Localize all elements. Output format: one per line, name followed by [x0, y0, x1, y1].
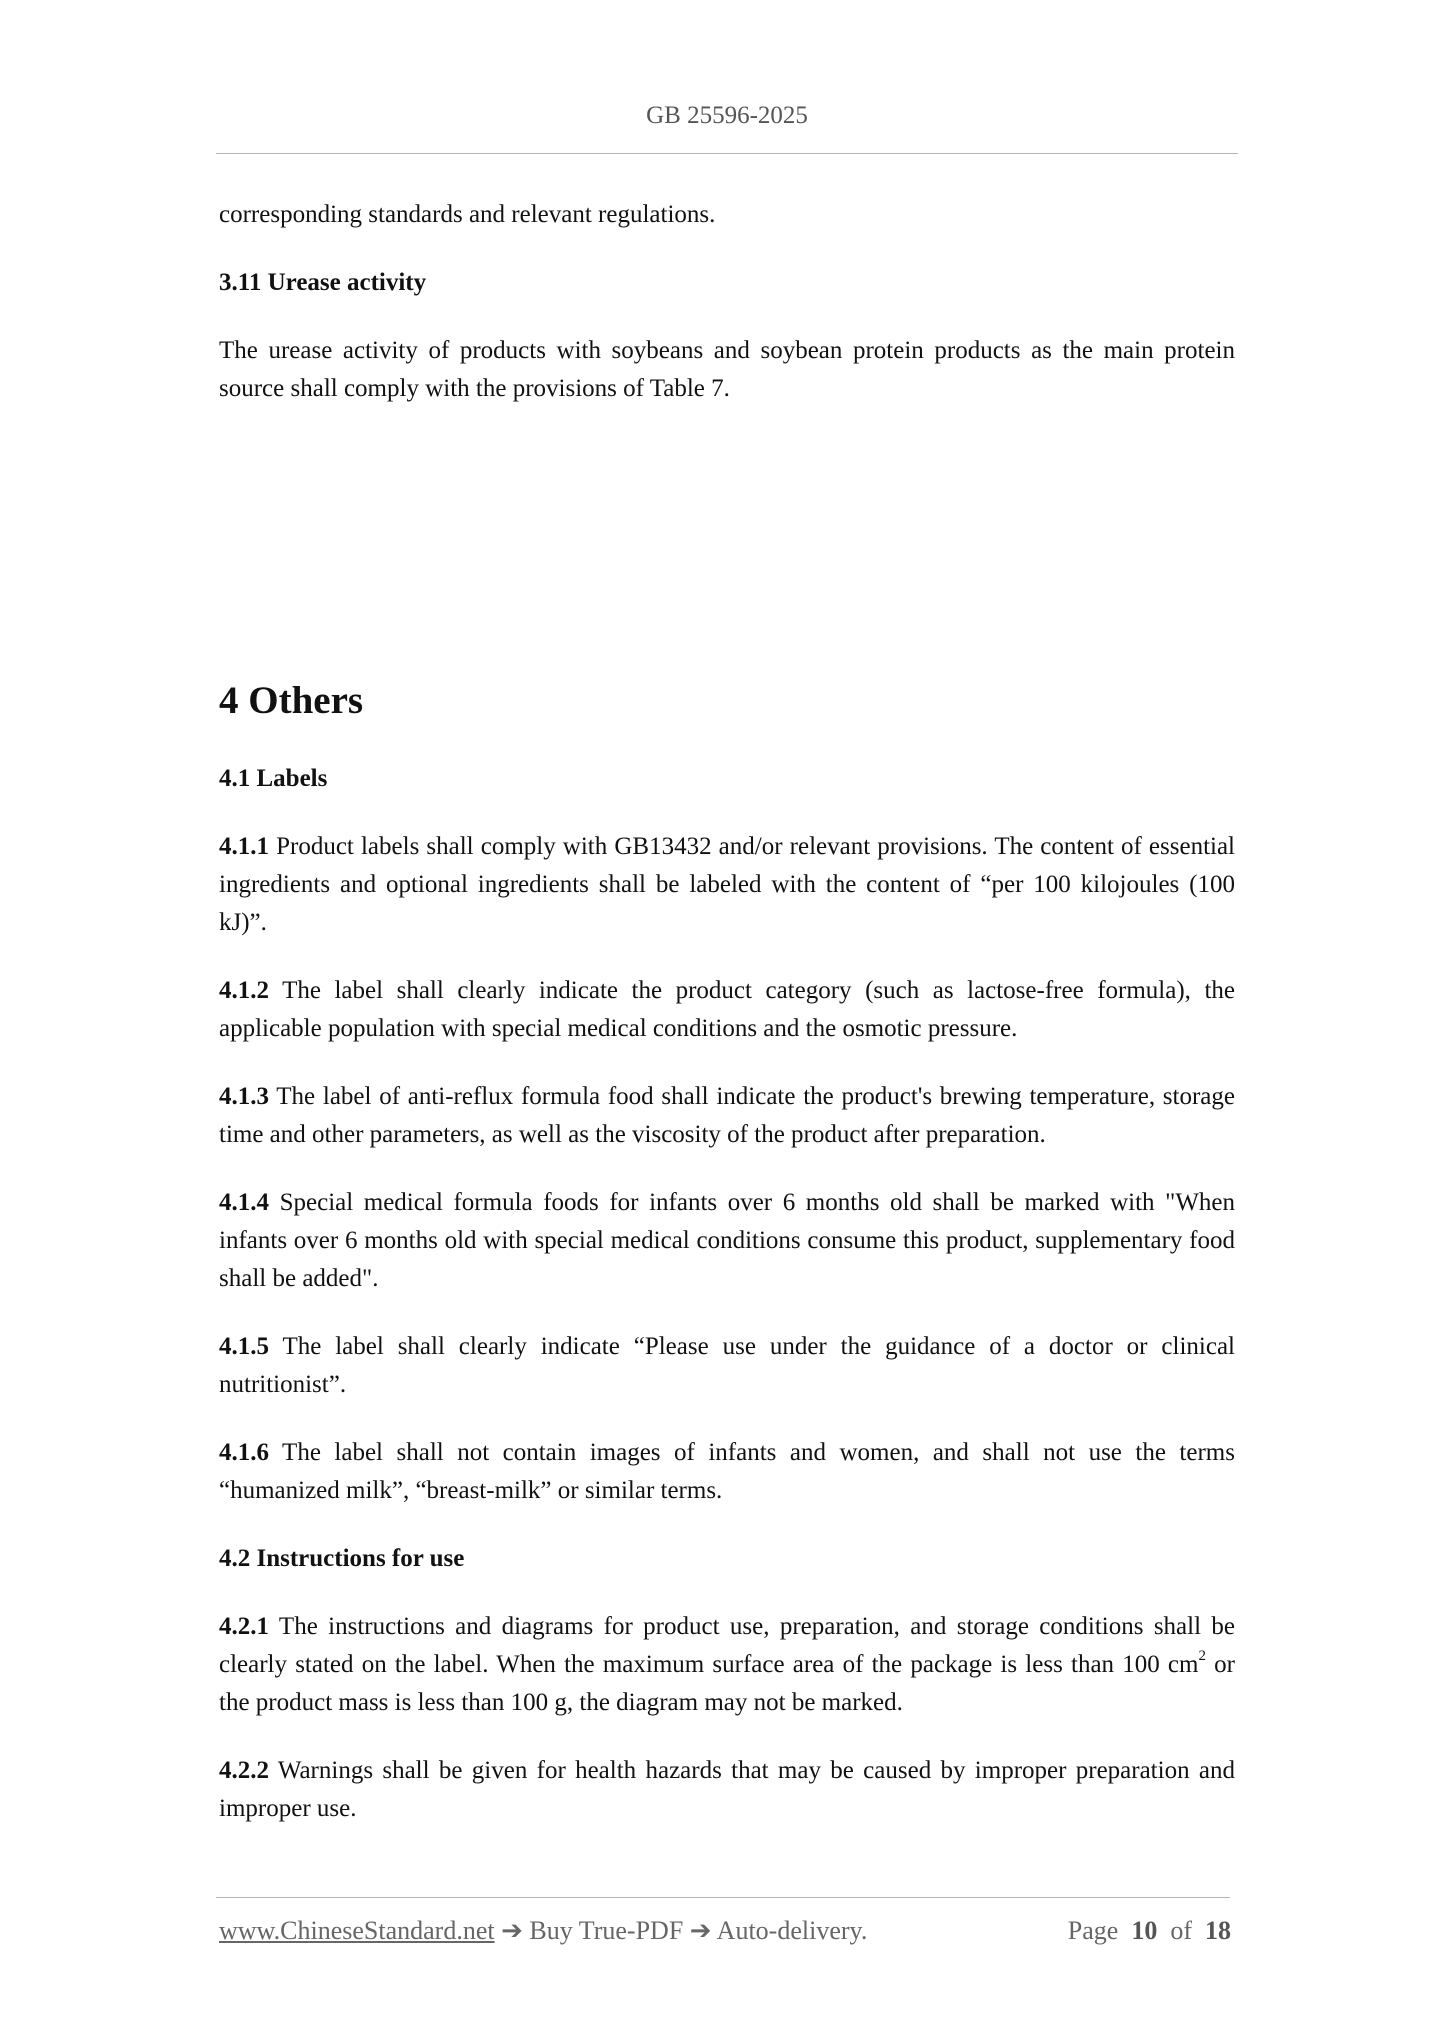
clause-number: 4.1.3: [219, 1083, 269, 1110]
clause-4-2-2: [219, 1752, 1235, 1828]
page-label: Page: [1067, 1916, 1119, 1945]
clause-text-continued: or the product mass is less than 100 g, the diagram may not be marked.: [219, 1651, 1236, 1716]
page-number: [1068, 1916, 1231, 1946]
clause-4-1-1: [219, 828, 1235, 942]
footer-divider: [216, 1897, 1230, 1898]
arrow-right-icon: ➔: [689, 1916, 712, 1945]
clause-number: 4.2.2: [219, 1757, 269, 1784]
section-3-11-heading: 3.11 Urease activity: [219, 269, 427, 296]
clause-4-1-4: [219, 1184, 1235, 1298]
continued-paragraph: corresponding standards and relevant regulations.: [219, 201, 716, 228]
header-divider: [216, 153, 1238, 154]
clause-number: 4.2.1: [219, 1613, 269, 1640]
superscript: 2: [1198, 1647, 1206, 1664]
arrow-right-icon: ➔: [501, 1916, 523, 1945]
clause-number: 4.1.4: [219, 1189, 269, 1216]
clause-text: Warnings shall be given for health hazards that may be caused by improper preparation and improper use.: [219, 1757, 1235, 1822]
of-label: of: [1170, 1916, 1192, 1945]
clause-4-1-2: [219, 972, 1235, 1048]
clause-text: Product labels shall comply with GB13432 and/or relevant provisions. The content of essential ingredients and optional ingredients shall be labeled with the content of “per 100 kilojoules (100 kJ)”.: [219, 833, 1236, 936]
clause-4-1-3: [219, 1078, 1235, 1154]
section-4-1-heading: 4.1 Labels: [219, 765, 328, 792]
clause-number: 4.1.5: [219, 1333, 269, 1360]
document-body: [219, 196, 1235, 1828]
clause-text: The label of anti-reflux formula food shall indicate the product's brewing temperature, storage time and other parameters, as well as the viscosity of the product after preparation.: [219, 1083, 1235, 1148]
total-pages: 18: [1205, 1916, 1231, 1945]
auto-delivery-text: Auto-delivery.: [716, 1916, 868, 1945]
footer-promo: [219, 1916, 867, 1946]
clause-number: 4.1.6: [219, 1439, 269, 1466]
clause-text: The instructions and diagrams for product use, preparation, and storage conditions shall be clearly stated on the label. When the maximum surface area of the package is less than 100 cm: [219, 1613, 1235, 1678]
clause-number: 4.1.1: [219, 833, 269, 860]
website-link[interactable]: www.ChineseStandard.net: [219, 1916, 495, 1945]
clause-4-2-1: [219, 1608, 1235, 1722]
clause-4-1-6: [219, 1434, 1235, 1510]
section-4-heading: 4 Others: [219, 679, 364, 722]
buy-true-pdf-text: Buy True-PDF: [529, 1916, 684, 1945]
current-page: 10: [1131, 1916, 1158, 1945]
section-3-11-text: The urease activity of products with soybeans and soybean protein products as the main protein source shall comply with the provisions of Table 7.: [219, 337, 1235, 402]
clause-text: The label shall not contain images of infants and women, and shall not use the terms “humanized milk”, “breast-milk” or similar terms.: [219, 1439, 1235, 1504]
clause-text: Special medical formula foods for infants over 6 months old shall be marked with "When infants over 6 months old with special medical conditions consume this product, supplementary food shall be added".: [219, 1189, 1236, 1292]
clause-text: The label shall clearly indicate the product category (such as lactose-free formula), the applicable population with special medical conditions and the osmotic pressure.: [219, 977, 1235, 1042]
section-4-2-heading: 4.2 Instructions for use: [219, 1545, 465, 1572]
page-header: GB 25596-2025: [646, 102, 808, 129]
clause-number: 4.1.2: [219, 977, 269, 1004]
clause-4-1-5: [219, 1328, 1235, 1404]
clause-text: The label shall clearly indicate “Please use under the guidance of a doctor or clinical nutritionist”.: [219, 1333, 1235, 1398]
